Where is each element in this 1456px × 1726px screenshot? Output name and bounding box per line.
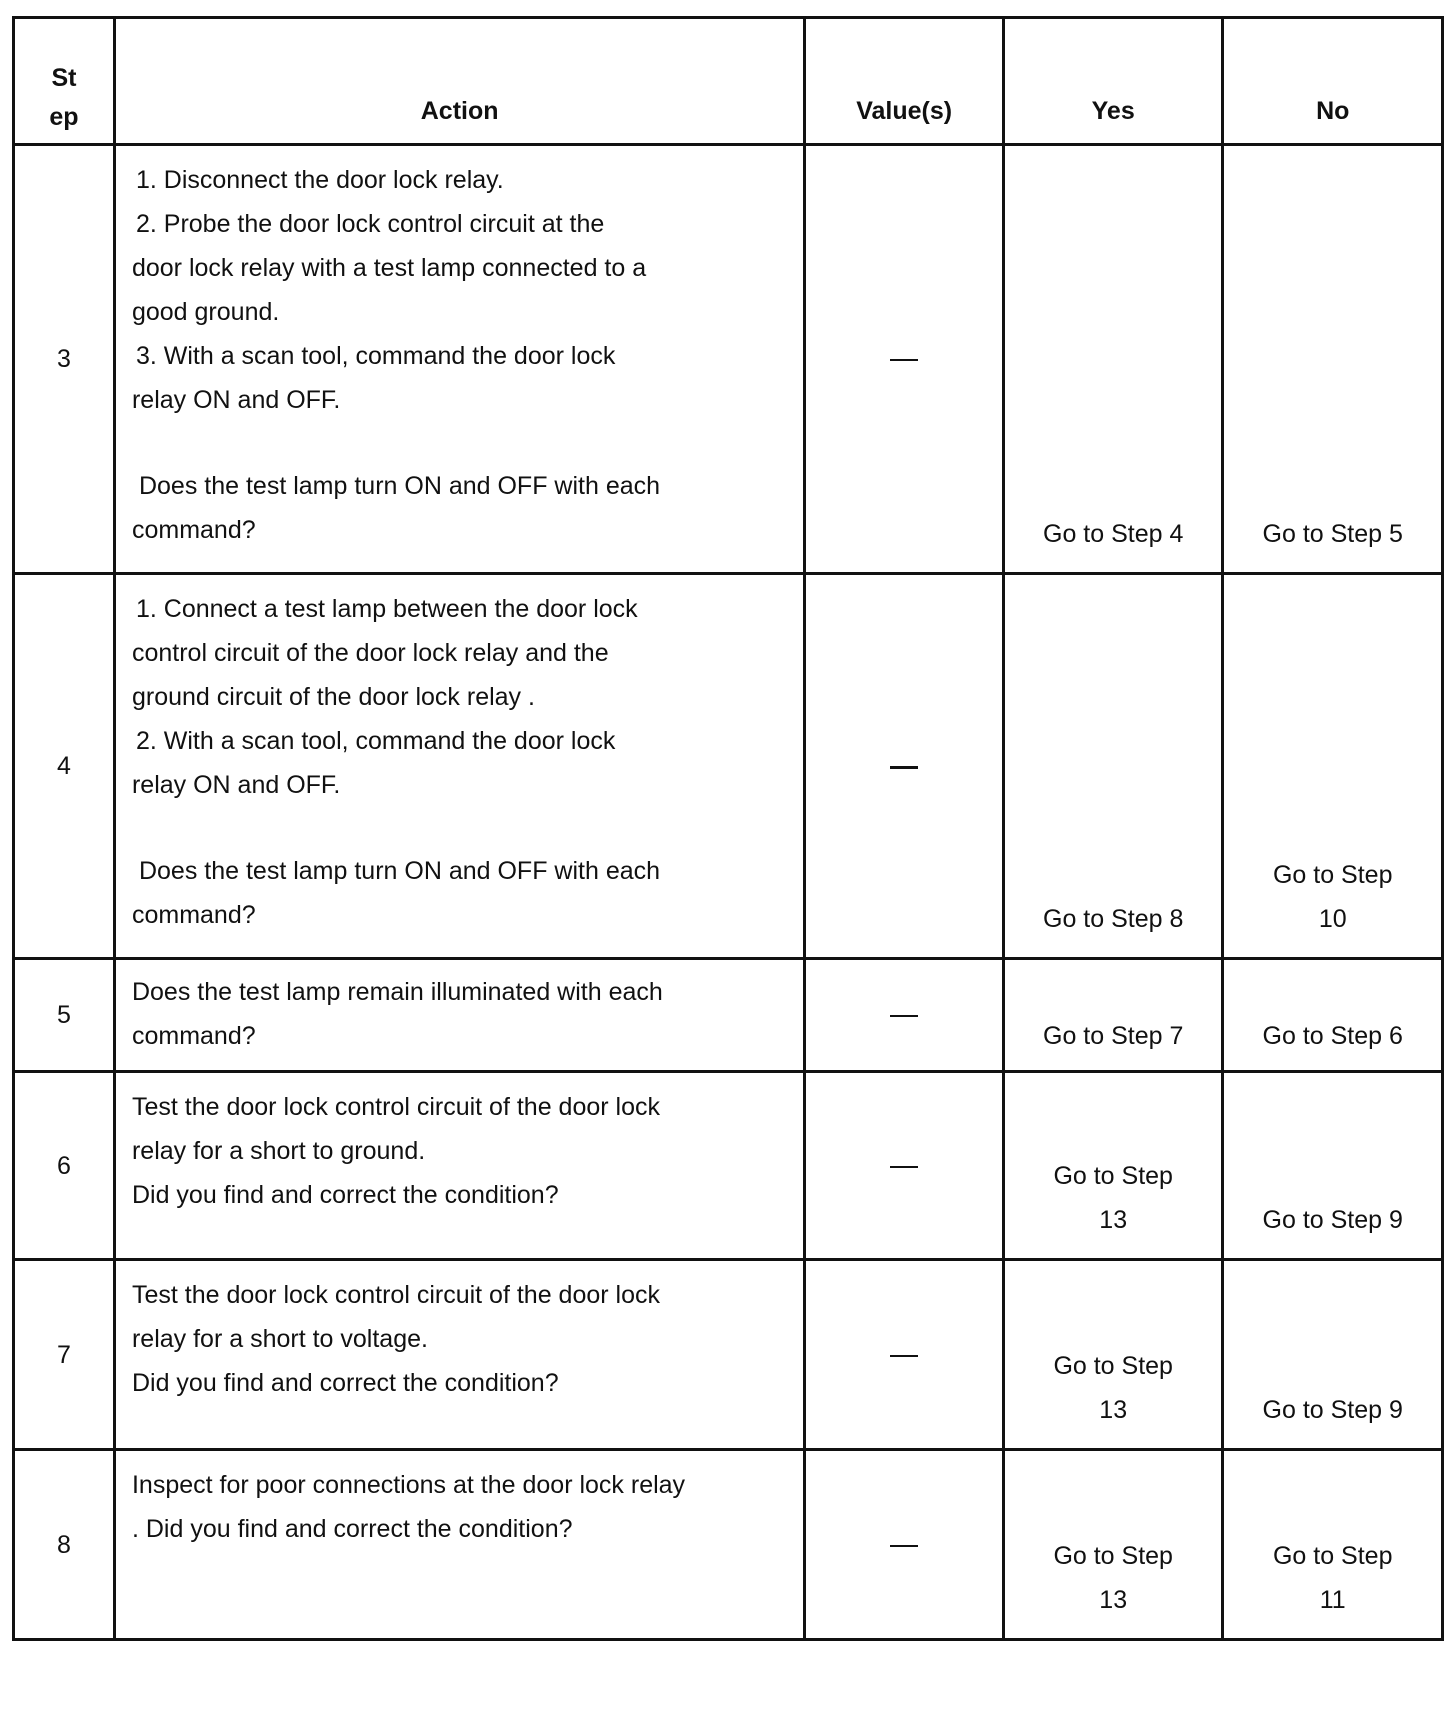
header-action: Action (114, 18, 804, 145)
action-line: Inspect for poor connections at the door lock relay (131, 1471, 686, 1499)
yes-cell-line2: 13 (1099, 1206, 1128, 1234)
yes-cell (1003, 1072, 1223, 1260)
action-line: Did you find and correct the condition? (131, 1181, 559, 1209)
action-line: Test the door lock control circuit of the door lock (131, 1093, 660, 1121)
table-row (14, 1072, 1443, 1260)
action-line: Test the door lock control circuit of the door lock (131, 1281, 660, 1309)
action-line: door lock relay with a test lamp connected to a (131, 254, 647, 282)
action-line: Did you find and correct the condition? (131, 1369, 559, 1397)
value-dash (890, 1545, 918, 1547)
header-no: No (1223, 18, 1443, 145)
no-cell-line2: 11 (1319, 1586, 1346, 1614)
action-cell (114, 1260, 804, 1450)
action-line: relay ON and OFF. (131, 386, 341, 414)
value-cell (805, 145, 1004, 574)
action-question: Does the test lamp turn ON and OFF with each (138, 472, 661, 500)
action-cell (114, 959, 804, 1072)
step-number: 4 (14, 574, 115, 959)
action-line: relay ON and OFF. (131, 771, 341, 799)
yes-cell: Go to Step 8 (1003, 574, 1223, 959)
yes-cell-line2: 13 (1099, 1396, 1128, 1424)
value-cell (805, 959, 1004, 1072)
header-step-line1: St (51, 64, 77, 92)
action-cell (114, 1450, 804, 1640)
action-cell (114, 1072, 804, 1260)
step-number: 7 (14, 1260, 115, 1450)
no-cell: Go to Step 6 (1223, 959, 1443, 1072)
header-step-line2: ep (49, 103, 79, 131)
table-row (14, 574, 1443, 959)
no-cell (1223, 574, 1443, 959)
value-cell (805, 1450, 1004, 1640)
no-cell-line1: Go to Step (1272, 1542, 1393, 1570)
table-row (14, 959, 1443, 1072)
value-dash (890, 1015, 918, 1017)
step-number: 6 (14, 1072, 115, 1260)
table-row (14, 1450, 1443, 1640)
value-cell (805, 1260, 1004, 1450)
action-line: command? (131, 1022, 256, 1050)
value-cell (805, 1072, 1004, 1260)
header-row (14, 18, 1443, 145)
value-dash (890, 766, 918, 769)
header-step (14, 18, 115, 145)
no-cell: Go to Step 9 (1223, 1260, 1443, 1450)
action-line: 2. With a scan tool, command the door lock (135, 727, 616, 755)
action-line: 1. Connect a test lamp between the door lock (135, 595, 638, 623)
yes-cell: Go to Step 7 (1003, 959, 1223, 1072)
step-number: 5 (14, 959, 115, 1072)
action-cell (114, 145, 804, 574)
header-values: Value(s) (805, 18, 1004, 145)
yes-cell-line1: Go to Step (1053, 1542, 1173, 1570)
table-row (14, 145, 1443, 574)
action-line: control circuit of the door lock relay and the (131, 639, 609, 667)
action-question: command? (131, 901, 256, 929)
diagnostic-table (12, 16, 1444, 1641)
yes-cell: Go to Step 4 (1003, 145, 1223, 574)
step-number: 3 (14, 145, 115, 574)
yes-cell-line2: 13 (1099, 1586, 1128, 1614)
action-question: Does the test lamp turn ON and OFF with each (138, 857, 661, 885)
action-line: . Did you find and correct the condition? (131, 1515, 573, 1543)
action-line: 2. Probe the door lock control circuit at the (135, 210, 605, 238)
header-yes: Yes (1003, 18, 1223, 145)
action-line: 3. With a scan tool, command the door lock (135, 342, 616, 370)
yes-cell (1003, 1450, 1223, 1640)
yes-cell-line1: Go to Step (1053, 1352, 1173, 1380)
action-line: 1. Disconnect the door lock relay. (135, 166, 504, 194)
value-dash (890, 1166, 918, 1168)
action-line: relay for a short to voltage. (131, 1325, 428, 1353)
no-cell: Go to Step 9 (1223, 1072, 1443, 1260)
action-question: command? (131, 516, 256, 544)
value-dash (890, 1355, 918, 1357)
action-line: Does the test lamp remain illuminated with each (131, 978, 663, 1006)
value-cell (805, 574, 1004, 959)
table-row (14, 1260, 1443, 1450)
action-line: relay for a short to ground. (131, 1137, 426, 1165)
no-cell-line1: Go to Step (1272, 861, 1393, 889)
no-cell-line2: 10 (1318, 905, 1347, 933)
action-cell (114, 574, 804, 959)
action-line: good ground. (131, 298, 280, 326)
step-number: 8 (14, 1450, 115, 1640)
yes-cell (1003, 1260, 1223, 1450)
yes-cell-line1: Go to Step (1053, 1162, 1173, 1190)
action-line: ground circuit of the door lock relay . (131, 683, 535, 711)
no-cell (1223, 1450, 1443, 1640)
no-cell: Go to Step 5 (1223, 145, 1443, 574)
value-dash (890, 359, 918, 361)
